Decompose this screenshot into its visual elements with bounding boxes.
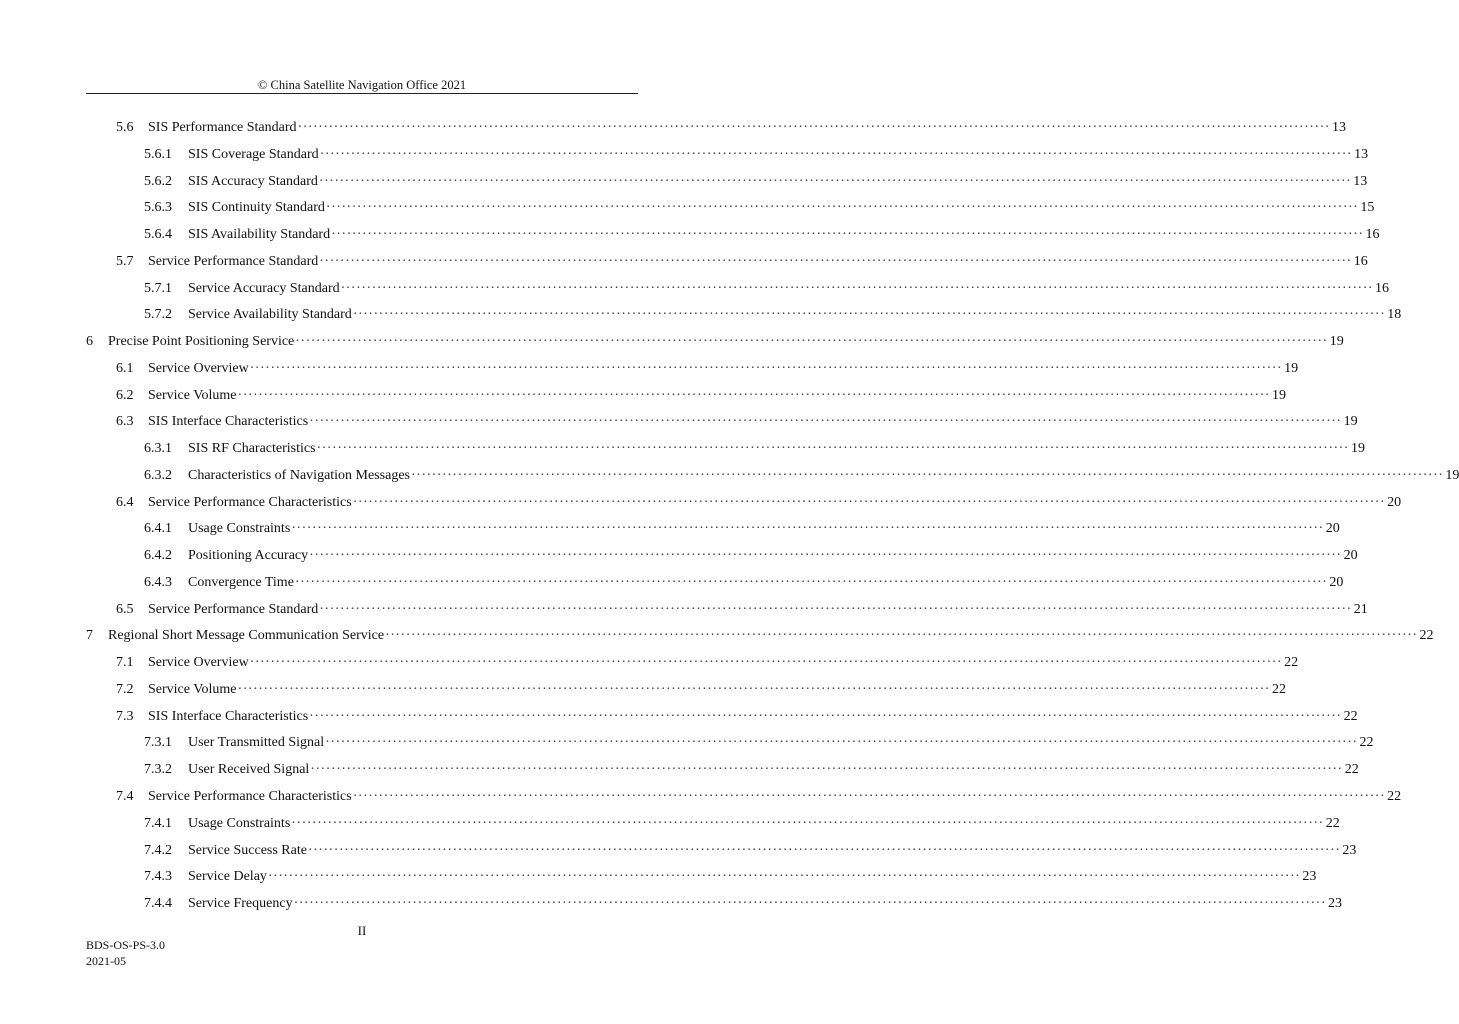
toc-leader-dots: ········································································································································································································: [310, 762, 1343, 778]
toc-entry-page: 19: [1343, 414, 1358, 430]
toc-entry-page: 19: [1445, 467, 1459, 483]
toc-entry-title: Characteristics of Navigation Messages: [188, 467, 410, 483]
toc-entry-page: 22: [1271, 681, 1286, 697]
toc-leader-dots: ········································································································································································································: [237, 387, 1270, 403]
toc-entry-title: Service Success Rate: [188, 842, 307, 858]
toc-leader-dots: ········································································································································································································: [297, 120, 1330, 135]
toc-entry-page: 22: [1325, 815, 1340, 831]
toc-entry-number: 6.1: [116, 360, 134, 376]
toc-entry-title: Service Overview: [148, 360, 249, 376]
header-rule: [86, 93, 638, 94]
toc-entry[interactable]: [144, 143, 1369, 163]
toc-entry[interactable]: [144, 812, 1340, 832]
toc-leader-dots: ········································································································································································································: [293, 896, 1326, 912]
toc-entry-number: 7.3: [116, 708, 134, 724]
toc-entry[interactable]: [86, 624, 1434, 644]
toc-entry[interactable]: [116, 651, 1299, 671]
toc-entry-page: 22: [1419, 628, 1434, 644]
toc-entry-page: 23: [1342, 842, 1357, 858]
toc-entry[interactable]: [144, 544, 1358, 564]
toc-entry-page: 13: [1331, 120, 1346, 135]
toc-entry-title: SIS Interface Characteristics: [148, 708, 309, 724]
toc-entry[interactable]: [144, 196, 1375, 216]
toc-entry-number: 5.6.4: [144, 227, 172, 243]
toc-entry-page: 16: [1353, 253, 1368, 269]
toc-entry-title: Service Performance Standard: [148, 601, 319, 617]
toc-entry[interactable]: [116, 250, 1368, 270]
toc-entry[interactable]: [116, 357, 1299, 377]
toc-entry-title: Service Volume: [148, 681, 237, 697]
toc-leader-dots: ········································································································································································································: [340, 280, 1374, 296]
toc-entry-number: 6.4.3: [144, 574, 172, 590]
toc-entry[interactable]: [144, 277, 1390, 297]
toc-entry-title: User Transmitted Signal: [188, 735, 325, 751]
toc-entry-page: 23: [1328, 896, 1342, 912]
document-id: BDS-OS-PS-3.0: [86, 938, 166, 952]
toc-entry[interactable]: [144, 517, 1340, 537]
toc-entry-title: SIS Availability Standard: [188, 227, 331, 243]
toc-entry-number: 5.6.3: [144, 200, 172, 216]
toc-entry[interactable]: [116, 705, 1358, 725]
toc-entry[interactable]: [116, 116, 1346, 136]
toc-entry[interactable]: [144, 437, 1365, 457]
toc-entry-page: 13: [1353, 173, 1368, 189]
toc-entry-number: 7.4.3: [144, 869, 172, 885]
toc-entry-number: 6.4.2: [144, 548, 172, 564]
toc-entry-title: Service Availability Standard: [188, 307, 352, 323]
toc-entry[interactable]: [144, 731, 1374, 751]
toc-entry[interactable]: [144, 839, 1357, 859]
toc-entry[interactable]: [144, 571, 1344, 591]
toc-entry-number: 5.7: [116, 253, 134, 269]
toc-entry-title: Usage Constraints: [188, 815, 291, 831]
toc-entry-number: 5.6.1: [144, 146, 172, 162]
toc-entry-page: 19: [1329, 334, 1344, 350]
toc-leader-dots: ········································································································································································································: [352, 494, 1386, 510]
toc-entry[interactable]: [86, 330, 1344, 350]
toc-leader-dots: ········································································································································································································: [352, 307, 1386, 323]
toc-entry-page: 22: [1344, 762, 1359, 778]
toc-entry[interactable]: [116, 410, 1358, 430]
toc-entry-number: 7.1: [116, 655, 134, 671]
toc-entry-title: Service Performance Standard: [148, 253, 319, 269]
toc-entry[interactable]: [144, 303, 1402, 323]
toc-entry-page: 19: [1271, 387, 1286, 403]
toc-entry-page: 22: [1284, 655, 1299, 671]
toc-entry-title: SIS Continuity Standard: [188, 200, 325, 216]
document-date: 2021-05: [86, 954, 126, 968]
toc-entry[interactable]: [116, 598, 1368, 618]
toc-entry-page: 22: [1343, 708, 1358, 724]
document-footer: [86, 937, 165, 969]
toc-entry-page: 16: [1365, 227, 1380, 243]
toc-entry-number: 6.3.2: [144, 467, 172, 483]
toc-entry-number: 7.2: [116, 681, 134, 697]
toc-entry-number: 6: [86, 334, 93, 350]
toc-entry-page: 20: [1329, 574, 1344, 590]
toc-entry-title: SIS RF Characteristics: [188, 441, 316, 457]
toc-leader-dots: ········································································································································································································: [319, 253, 1352, 269]
toc-entry-title: Regional Short Message Communication Service: [108, 628, 385, 644]
toc-leader-dots: ········································································································································································································: [291, 815, 1324, 831]
toc-leader-dots: ········································································································································································································: [352, 789, 1386, 804]
page-number: II: [357, 923, 367, 938]
toc-entry-title: Service Frequency: [188, 896, 293, 912]
toc-leader-dots: ········································································································································································································: [309, 414, 1342, 430]
toc-leader-dots: ········································································································································································································: [267, 869, 1301, 885]
toc-entry-title: Service Accuracy Standard: [188, 280, 340, 296]
toc-entry-title: SIS Accuracy Standard: [188, 173, 318, 189]
toc-entry-page: 19: [1350, 441, 1365, 457]
toc-leader-dots: ········································································································································································································: [291, 521, 1324, 537]
toc-entry-number: 6.3.1: [144, 441, 172, 457]
toc-entry[interactable]: [144, 464, 1459, 484]
toc-entry-title: Service Performance Characteristics: [148, 494, 352, 510]
toc-entry-number: 6.3: [116, 414, 134, 430]
toc-leader-dots: ········································································································································································································: [307, 842, 1341, 858]
toc-entry-number: 6.4.1: [144, 521, 172, 537]
toc-entry[interactable]: [116, 785, 1402, 805]
toc-entry-number: 5.7.2: [144, 307, 172, 323]
toc-leader-dots: ········································································································································································································: [309, 548, 1342, 564]
toc-entry-title: SIS Performance Standard: [148, 120, 297, 135]
toc-leader-dots: ········································································································································································································: [249, 655, 1283, 671]
toc-entry-title: Convergence Time: [188, 574, 294, 590]
toc-entry-number: 5.6: [116, 120, 134, 135]
toc-entry-title: Positioning Accuracy: [188, 548, 309, 564]
toc-leader-dots: ········································································································································································································: [325, 200, 1359, 216]
toc-entry-number: 6.2: [116, 387, 134, 403]
toc-entry[interactable]: [144, 865, 1317, 885]
toc-entry-number: 7.4.4: [144, 896, 172, 912]
toc-entry-title: SIS Interface Characteristics: [148, 414, 309, 430]
toc-entry[interactable]: [144, 170, 1368, 190]
toc-entry-page: 19: [1284, 360, 1299, 376]
toc-leader-dots: ········································································································································································································: [237, 681, 1270, 697]
toc-leader-dots: ········································································································································································································: [295, 334, 1328, 350]
toc-entry[interactable]: [116, 491, 1402, 511]
toc-leader-dots: ········································································································································································································: [309, 708, 1342, 724]
toc-entry-number: 7.4.2: [144, 842, 172, 858]
toc-leader-dots: ········································································································································································································: [331, 227, 1364, 243]
toc-entry-page: 16: [1375, 280, 1390, 296]
toc-entry-title: User Received Signal: [188, 762, 310, 778]
toc-entry[interactable]: [144, 223, 1380, 243]
toc-leader-dots: ········································································································································································································: [319, 601, 1352, 617]
toc-entry-title: SIS Coverage Standard: [188, 146, 319, 162]
toc-leader-dots: ········································································································································································································: [318, 173, 1352, 189]
toc-entry-number: 6.5: [116, 601, 134, 617]
toc-entry[interactable]: [116, 678, 1286, 698]
toc-entry-page: 22: [1387, 789, 1402, 804]
toc-entry-number: 6.4: [116, 494, 134, 510]
toc-entry-number: 7: [86, 628, 93, 644]
toc-leader-dots: ········································································································································································································: [294, 574, 1328, 590]
toc-entry-page: 18: [1387, 307, 1402, 323]
toc-entry-page: 21: [1353, 601, 1368, 617]
toc-entry-number: 7.4.1: [144, 815, 172, 831]
toc-entry-title: Service Performance Characteristics: [148, 789, 352, 804]
toc-entry-page: 13: [1354, 146, 1369, 162]
toc-entry-page: 15: [1360, 200, 1375, 216]
toc-entry-page: 20: [1387, 494, 1402, 510]
toc-entry-number: 7.4: [116, 789, 134, 804]
toc-entry-title: Service Delay: [188, 869, 267, 885]
toc-leader-dots: ········································································································································································································: [249, 360, 1283, 376]
page-header: © China Satellite Navigation Office 2021: [257, 78, 467, 92]
toc-leader-dots: ········································································································································································································: [325, 735, 1358, 751]
toc-entry-page: 20: [1343, 548, 1358, 564]
toc-entry-title: Service Overview: [148, 655, 249, 671]
toc-entry-number: 5.6.2: [144, 173, 172, 189]
toc-entry[interactable]: [144, 892, 1342, 912]
toc-entry-page: 23: [1302, 869, 1317, 885]
toc-entry[interactable]: [144, 758, 1359, 778]
toc-entry-page: 22: [1359, 735, 1374, 751]
toc-entry-page: 20: [1325, 521, 1340, 537]
toc-entry-number: 7.3.1: [144, 735, 172, 751]
toc-leader-dots: ········································································································································································································: [316, 441, 1349, 457]
toc-entry-number: 7.3.2: [144, 762, 172, 778]
toc-leader-dots: ········································································································································································································: [319, 146, 1353, 162]
toc-entry[interactable]: [116, 384, 1286, 404]
toc-entry-title: Usage Constraints: [188, 521, 291, 537]
toc-leader-dots: ········································································································································································································: [385, 628, 1418, 644]
toc-entry-title: Service Volume: [148, 387, 237, 403]
toc-entry-title: Precise Point Positioning Service: [108, 334, 295, 350]
toc-leader-dots: ········································································································································································································: [411, 467, 1444, 483]
toc-entry-number: 5.7.1: [144, 280, 172, 296]
